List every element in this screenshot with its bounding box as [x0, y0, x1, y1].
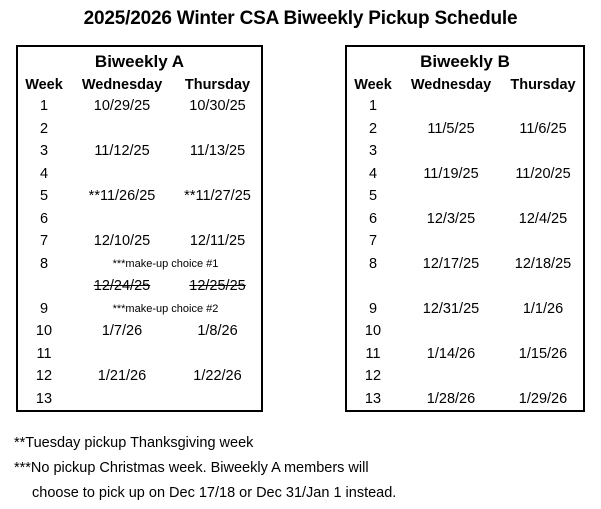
week-cell: 8	[39, 255, 49, 272]
week-cell: 13	[364, 390, 382, 407]
thursday-date-cell: 1/22/26	[193, 368, 242, 384]
wednesday-date-cell: 1/28/26	[426, 390, 476, 407]
table-row	[18, 230, 261, 253]
table-row	[347, 275, 583, 298]
wednesday-date-cell: 12/31/25	[422, 300, 480, 317]
column-header-thursday: Thursday	[184, 77, 251, 93]
wednesday-date-cell	[399, 185, 503, 208]
week-cell: 2	[39, 120, 49, 137]
wednesday-date-cell: 12/10/25	[93, 233, 151, 249]
wednesday-date-cell	[399, 95, 503, 118]
table-row	[347, 388, 583, 411]
table-row	[18, 140, 261, 163]
table-row	[347, 140, 583, 163]
week-cell: 5	[39, 188, 49, 204]
thursday-date-cell: 1/29/26	[518, 390, 568, 407]
wednesday-date-cell	[70, 163, 174, 186]
wednesday-date-cell: 12/17/25	[422, 255, 480, 272]
footnote-line: choose to pick up on Dec 17/18 or Dec 31/Jan 1 instead.	[32, 485, 397, 501]
week-cell: 11	[36, 345, 52, 362]
wednesday-date-cell	[70, 208, 174, 231]
thursday-date-cell: 12/25/25	[189, 278, 246, 294]
column-header-week: Week	[25, 77, 63, 93]
wednesday-date-cell	[399, 365, 503, 388]
wednesday-date-cell: 10/29/25	[93, 98, 151, 114]
wednesday-date-cell	[399, 275, 503, 298]
week-cell: 9	[39, 300, 49, 317]
table-title-b: Biweekly B	[420, 52, 510, 71]
table-row	[347, 95, 583, 118]
column-header-wednesday: Wednesday	[81, 77, 163, 93]
week-cell: 7	[39, 233, 49, 249]
table-row	[347, 163, 583, 186]
week-cell: 1	[368, 98, 378, 114]
wednesday-date-cell	[70, 118, 174, 141]
thursday-date-cell: **11/27/25	[184, 188, 251, 204]
week-cell: 12	[364, 368, 382, 384]
thursday-date-cell	[174, 208, 261, 231]
thursday-date-cell: 1/1/26	[522, 300, 564, 317]
week-cell: 2	[368, 120, 378, 137]
table-header-a	[18, 75, 261, 95]
table-row	[18, 118, 261, 141]
thursday-date-cell: 11/20/25	[515, 165, 571, 182]
week-cell: 10	[35, 323, 53, 339]
wednesday-date-cell: 1/7/26	[101, 323, 143, 339]
wednesday-date-cell	[70, 388, 174, 411]
biweekly-b-table	[345, 45, 585, 412]
wednesday-date-cell: 11/12/25	[94, 143, 150, 159]
wednesday-date-cell	[399, 140, 503, 163]
week-cell: 10	[364, 323, 382, 339]
table-row	[347, 320, 583, 343]
table-row	[347, 118, 583, 141]
thursday-date-cell: 12/18/25	[514, 255, 572, 272]
table-row	[18, 298, 261, 321]
biweekly-a-table	[16, 45, 263, 412]
table-row	[18, 253, 261, 276]
thursday-date-cell: 12/4/25	[518, 210, 568, 227]
makeup-note: ***make-up choice #2	[112, 302, 219, 315]
table-title-a: Biweekly A	[94, 52, 185, 71]
wednesday-date-cell: 11/5/25	[427, 120, 475, 137]
week-cell: 4	[368, 165, 378, 182]
table-row	[347, 365, 583, 388]
footnote-line: **Tuesday pickup Thanksgiving week	[14, 435, 254, 451]
wednesday-date-cell	[70, 343, 174, 366]
table-row	[18, 320, 261, 343]
table-row	[18, 208, 261, 231]
week-cell	[347, 275, 399, 298]
wednesday-date-cell: 1/14/26	[426, 345, 476, 362]
week-cell: 8	[368, 255, 378, 272]
thursday-date-cell: 1/15/26	[518, 345, 568, 362]
table-row	[18, 365, 261, 388]
table-row	[18, 185, 261, 208]
wednesday-date-cell: 11/19/25	[423, 165, 479, 182]
table-row	[347, 208, 583, 231]
week-cell: 7	[368, 233, 378, 249]
table-body-b	[347, 95, 583, 410]
table-row	[347, 298, 583, 321]
wednesday-date-cell: 12/3/25	[426, 210, 476, 227]
thursday-date-cell: 11/13/25	[189, 143, 246, 159]
thursday-date-cell: 1/8/26	[197, 323, 238, 339]
thursday-date-cell: 10/30/25	[189, 98, 246, 114]
wednesday-date-cell	[399, 320, 503, 343]
table-header-b	[347, 75, 583, 95]
makeup-note: ***make-up choice #1	[112, 257, 219, 270]
week-cell: 3	[39, 143, 49, 159]
table-row	[18, 95, 261, 118]
table-row	[18, 343, 261, 366]
thursday-date-cell	[503, 185, 583, 208]
thursday-date-cell	[174, 343, 261, 366]
week-cell: 6	[39, 210, 49, 227]
thursday-date-cell: 12/11/25	[189, 233, 246, 249]
thursday-date-cell	[503, 365, 583, 388]
page-title: 2025/2026 Winter CSA Biweekly Pickup Schedule	[83, 8, 518, 29]
wednesday-date-cell	[399, 230, 503, 253]
week-cell	[18, 275, 70, 298]
week-cell: 4	[39, 165, 49, 182]
table-row	[347, 253, 583, 276]
week-cell: 13	[35, 390, 53, 407]
table-row	[347, 185, 583, 208]
wednesday-date-cell: 12/24/25	[93, 278, 151, 294]
table-row	[347, 343, 583, 366]
column-header-thursday: Thursday	[510, 77, 576, 93]
thursday-date-cell	[503, 140, 583, 163]
thursday-date-cell	[174, 118, 261, 141]
thursday-date-cell	[174, 163, 261, 186]
week-cell: 12	[35, 368, 53, 384]
footnote-line: ***No pickup Christmas week. Biweekly A members will	[14, 460, 369, 476]
column-header-wednesday: Wednesday	[410, 77, 492, 93]
thursday-date-cell: 11/6/25	[519, 120, 567, 137]
table-row	[347, 230, 583, 253]
week-cell: 9	[368, 300, 378, 317]
table-row	[18, 163, 261, 186]
table-body-a	[18, 95, 261, 410]
thursday-date-cell	[503, 95, 583, 118]
week-cell: 3	[368, 143, 378, 159]
wednesday-date-cell: **11/26/25	[88, 188, 156, 204]
column-header-week: Week	[354, 77, 392, 93]
footnotes	[14, 431, 396, 506]
wednesday-date-cell: 1/21/26	[97, 368, 147, 384]
thursday-date-cell	[174, 388, 261, 411]
week-cell: 11	[365, 345, 381, 362]
thursday-date-cell	[503, 320, 583, 343]
thursday-date-cell	[503, 275, 583, 298]
thursday-date-cell	[503, 230, 583, 253]
week-cell: 5	[368, 188, 378, 204]
table-row	[18, 275, 261, 298]
table-row	[18, 388, 261, 411]
week-cell: 1	[39, 98, 49, 114]
week-cell: 6	[368, 210, 378, 227]
